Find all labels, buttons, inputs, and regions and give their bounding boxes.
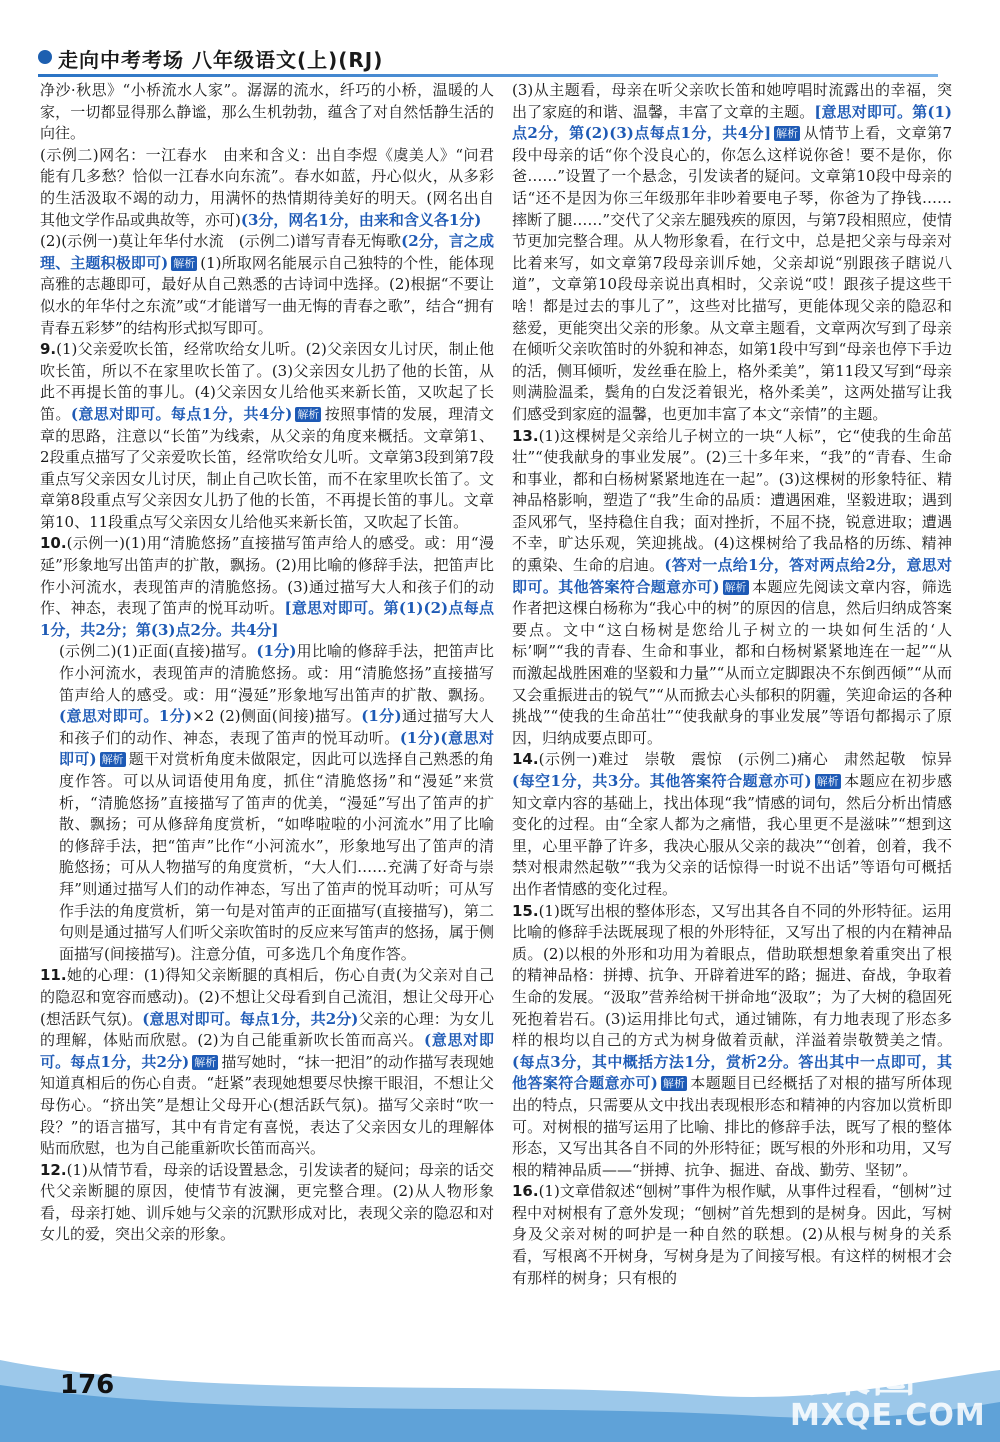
analysis-badge-icon: 解析: [101, 753, 124, 767]
scoring-note: (意思对即可。每点1分，共2分): [40, 1031, 494, 1071]
scoring-note: [意思对即可。第(1)(2)点每点1分，共2分；第(3)点2分。共4分]: [40, 599, 494, 639]
answer-paragraph: (示例二)网名：一江春水 由来和含义：出自李煜《虞美人》“问君能有几多愁？恰似一江春水向东流”。春水如蓝，丹心似火，从多彩的生活汲取不竭的动力，用满怀的热情期待美好的明天。(网名出自其他文学作品或典故等，亦可)(3分，网名1分，由来和含义各1分): [40, 145, 494, 229]
left-column: [40, 80, 494, 1246]
scoring-note: (意思对即可。每点1分，共4分): [70, 404, 293, 423]
analysis-badge-icon: 解析: [724, 580, 747, 594]
scoring-note: (答对一点给1分，答对两点给2分，意思对即可。其他答案符合题意亦可): [512, 556, 952, 596]
answer-12-cont: (3)从主题看，母亲在听父亲吹长笛和她哼唱时流露出的幸福，突出了家庭的和谐、温馨，丰富了文章的主题。[意思对即可。第(1)点2分，第(2)(3)点每点1分，共4分] 解析 从情节上看，文章第7段中母亲的话“你个没良心的，你怎么这样说你爸！要不是你，你爸……”设置了一个悬念，引发读者的疑问。文章第10段中母亲的话“还不是因为你三年级那年非吵着要电子琴，你爸为了挣钱……摔断了腿……”交代了父亲左腿残疾的原因，与第7段相照应，使情节更加完整合理。从人物形象看，在行文中，总是把父亲与母亲对比着来写，如文章第7段母亲训斥她，父亲却说“别跟孩子瞎说八道”，文章第10段母亲说出真相时，父亲说“哎！跟孩子提这些干啥！都是过去的事儿了”，这些对比描写，更能体现父亲的隐忍和慈爱，更能突出父亲的形象。从文章主题看，文章两次写到了母亲在倾听父亲吹笛时的外貌和神态，如第1段中写到“母亲也停下手边的活，侧耳倾听，发丝垂在脸上，格外柔美”，第11段又写到“母亲则满脸温柔，鬓角的白发泛着银光，格外柔美”，这两处描写让我们感受到家庭的温馨，也更加丰富了本文“亲情”的主题。: [512, 81, 952, 423]
scoring-note: (意思对即可。每点1分，共2分): [142, 1009, 359, 1028]
page-number: 176: [60, 1370, 115, 1400]
analysis-badge-icon: 解析: [776, 127, 799, 141]
site-watermark: [780, 1340, 986, 1440]
analysis-badge-icon: 解析: [662, 1077, 685, 1091]
answer-10: 10.(示例一)(1)用“清脆悠扬”直接描写笛声给人的感受。或：用“漫延”形象地写出笛声的扩散，飘扬。(2)用比喻的修辞手法，把笛声比作小河流水，表现笛声的清脆悠扬。(3)通过描写大人和孩子们的动作、神态，表现了笛声的悦耳动听。[意思对即可。第(1)(2)点每点1分，共2分；第(3)点2分。共4分]: [40, 534, 494, 639]
answer-10-example2: (示例二)(1)正面(直接)描写。(1分)用比喻的修辞手法，把笛声比作小河流水，表现笛声的清脆悠扬。或：用“清脆悠扬”直接描写笛声给人的感受。或：用“漫延”形象地写出笛声的扩散、飘扬。(意思对即可。1分)×2 (2)侧面(间接)描写。(1分)通过描写大人和孩子们的动作、神态，表现了笛声的悦耳动听。(1分)(意思对即可) 解析 题干对赏析角度未做限定，因此可以选择自己熟悉的角度作答。可以从词语使用角度，抓住“清脆悠扬”和“漫延”来赏析，“清脆悠扬”直接描写了笛声的优美，“漫延”写出了笛声的扩散、飘扬；可从修辞角度赏析，“如哗啦啦的小河流水”用了比喻的修辞手法，把“笛声”比作“小河流水”，形象地写出了笛声的清脆悠扬；可从人物描写的角度赏析，“大人们……充满了好奇与崇拜”则通过描写人们的动作神态，写出了笛声的悦耳动听；可从写作手法的角度赏析，第一句是对笛声的正面描写(直接描写)，第二句则是通过描写人们听父亲吹笛时的反应来写笛声的悠扬，属于侧面描写(间接描写)。注意分值，可多选几个角度作答。: [59, 642, 495, 963]
scoring-note: (每空1分，共3分。其他答案符合题意亦可): [512, 772, 812, 790]
answer-paragraph: (2)(示例一)莫让年华付水流 (示例二)谱写青春无悔歌(2分，言之成理、主题积极即可) 解析 (1)所取网名能展示自己独特的个性，能体现高雅的志趣即可，最好从自己熟悉的古诗词中选择。(2)根据“不要让似水的年华付之东流”或“才能谱写一曲无悔的青春之歌”，结合“拥有青春五彩梦”的结构形式拟写即可。: [40, 232, 494, 337]
analysis-badge-icon: 解析: [173, 256, 196, 270]
scoring-note: (2分，言之成理、主题积极即可): [40, 232, 494, 272]
scoring-note: (每点3分，其中概括方法1分，赏析2分。答出其中一点即可，其他答案符合题意亦可): [512, 1052, 952, 1093]
page-header: [0, 0, 1000, 80]
answer-16: 16.(1)文章借叙述“刨树”事件为根作赋，从事件过程看，“刨树”过程中对树根有了意外发现；“刨树”首先想到的是树身。因此，写树身及父亲对树的呵护是一种自然的联想。(2)从根与树身的关系看，写根离不开树身，写树身是为了间接写根。有这样的树根才会有那样的树身；只有根的: [512, 1182, 952, 1287]
answer-9: 9.(1)父亲爱吹长笛，经常吹给女儿听。(2)父亲因女儿讨厌，制止他吹长笛，所以不在家里吹长笛了。(3)父亲因女儿扔了他的长笛，从此不再提长笛的事儿。(4)父亲因女儿给他买来新长笛，又吹起了长笛。(意思对即可。每点1分，共4分) 解析 按照事情的发展，理清文章的思路，注意以“长笛”为线索，从父亲的角度来概括。文章第1、2段重点描写了父亲爱吹长笛，经常吹给女儿听。文章第3段到第7段重点写父亲因女儿讨厌，制止自己吹长笛，而不在家里吹长笛了。文章第8段重点写父亲因女儿扔了他的长笛，不再提长笛的事儿。文章第10、11段重点写父亲因女儿给他买来新长笛，又吹起了长笛。: [40, 340, 494, 531]
answer-14: 14.(示例一)难过 崇敬 震惊 (示例二)痛心 肃然起敬 惊异(每空1分，共3分。其他答案符合题意亦可) 解析 本题应在初步感知文章内容的基础上，找出体现“我”情感的词句，然后分析出情感变化的过程。由“全家人都为之痛惜，我心里更不是滋味”“想到这里，心里平静了许多，我决心服从父亲的裁决”“创着，创着，我不禁对根肃然起敬”“我为父亲的话惊得一时说不出话”等语句可概括出作者情感的变化过程。: [512, 750, 952, 898]
right-column: [512, 80, 952, 1289]
answer-15: 15.(1)既写出根的整体形态，又写出其各自不同的外形特征。运用比喻的修辞手法既展现了根的外形特征，又写出了根的内在精神品质。(2)以根的外形和功用为着眼点，借助联想想象着重突出了根的精神品格：拼搏、抗争、开辟着进军的路；掘进、奋战，争取着生命的发展。“汲取”营养给树干拼命地“汲取”；为了大树的稳固死死抱着岩石。(3)运用排比句式，通过铺陈，有力地表现了形态多样的根均以自己的方式为树身做着贡献，洋溢着崇敬赞美之情。(每点3分，其中概括方法1分，赏析2分。答出其中一点即可，其他答案符合题意亦可) 解析 本题题目已经概括了对根的描写所体现出的特点，只需要从文中找出表现根形态和精神的内容加以赏析即可。对树根的描写运用了比喻、排比的修辞手法，既写了根的整体形态，又写出其各自不同的外形特征；既写根的外形和功用，又写根的精神品质——“拼搏、抗争、掘进、奋战、勤劳、坚韧”。: [512, 901, 952, 1179]
watermark-logo-text: 答案圈: [780, 1351, 918, 1402]
analysis-badge-icon: 解析: [297, 407, 320, 421]
header-title: 走向中考考场 八年级语文(上)(RJ): [58, 48, 384, 72]
scoring-note: (3分，网名1分，由来和含义各1分): [240, 210, 482, 229]
watermark-url: MXQE.COM: [790, 1398, 986, 1433]
answer-11: 11.她的心理：(1)得知父亲断腿的真相后，伤心自责(为父亲对自己的隐忍和宽容而感动)。(2)不想让父母看到自己流泪，想让父母开心(想活跃气氛)。(意思对即可。每点1分，共2分)父亲的心理：为女儿的理解，体贴而欣慰。(2)为自己能重新吹长笛而高兴。(意思对即可。每点1分，共2分) 解析 描写她时，“抹一把泪”的动作描写表现她知道真相后的伤心自责。“赶紧”表现她想要尽快擦干眼泪，不想让父母伤心。“挤出笑”是想让父母开心(想活跃气氛)。描写父亲时“吹一段？”的语言描写，其中有肯定有喜悦，表达了父亲因女儿的理解体贴而欣慰，也为自己能重新吹长笛而高兴。: [40, 966, 494, 1158]
analysis-badge-icon: 解析: [194, 1055, 217, 1069]
header-bullet-icon: [38, 50, 52, 64]
answer-text: 净沙·秋思》“小桥流水人家”。潺潺的流水，纤巧的小桥，温暖的人家，一切都显得那么静谧，那么生机勃勃，蕴含了对自然恬静生活的向往。: [40, 81, 494, 143]
answer-13: 13.(1)这棵树是父亲给儿子树立的一块“人标”，它“使我的生命茁壮”“使我献身的事业发展”。(2)三十多年来，“我”的“青春、生命和事业，都和白杨树紧紧地连在一起”。(3)这棵树的形象特征、精神品格影响，塑造了“我”生命的品质：遭遇困难，坚毅进取；遇到歪风邪气，坚持稳住自我；面对挫折，不屈不挠，锐意进取；遭遇不幸，旷达乐观，笑迎挑战。(4)这棵树给了我品格的历练、精神的熏染、生命的启迪。(答对一点给1分，答对两点给2分，意思对即可。其他答案符合题意亦可) 解析 本题应先阅读文章内容，筛选作者把这棵白杨称为“我心中的树”的原因的信息，然后归纳成答案要点。文中“这白杨树是您给儿子树立的一块如何生活的‘人标’啊”“我的青春、生命和事业，都和白杨树紧紧地连在一起”“从而激起战胜困难的坚毅和力量”“从而立定脚跟决不东倒西倾”“从而又会重振进击的锐气”“从而掀去心头郁积的阴霾，笑迎命运的各种挑战”“使我的生命茁壮”“使我献身的事业发展”等语句都揭示了原因，归纳成要点即可。: [512, 426, 952, 747]
answer-12: 12.(1)从情节看，母亲的话设置悬念，引发读者的疑问；母亲的话交代父亲断腿的原因，使情节有波澜，更完整合理。(2)从人物形象看，母亲打她、训斥她与父亲的沉默形成对比，表现父亲的隐忍和对女儿的爱，突出父亲的形象。: [40, 1160, 494, 1244]
scoring-note: [意思对即可。第(1)点2分，第(2)(3)点每点1分，共4分]: [512, 102, 952, 143]
analysis-badge-icon: 解析: [816, 775, 839, 788]
header-rule: [38, 74, 938, 77]
